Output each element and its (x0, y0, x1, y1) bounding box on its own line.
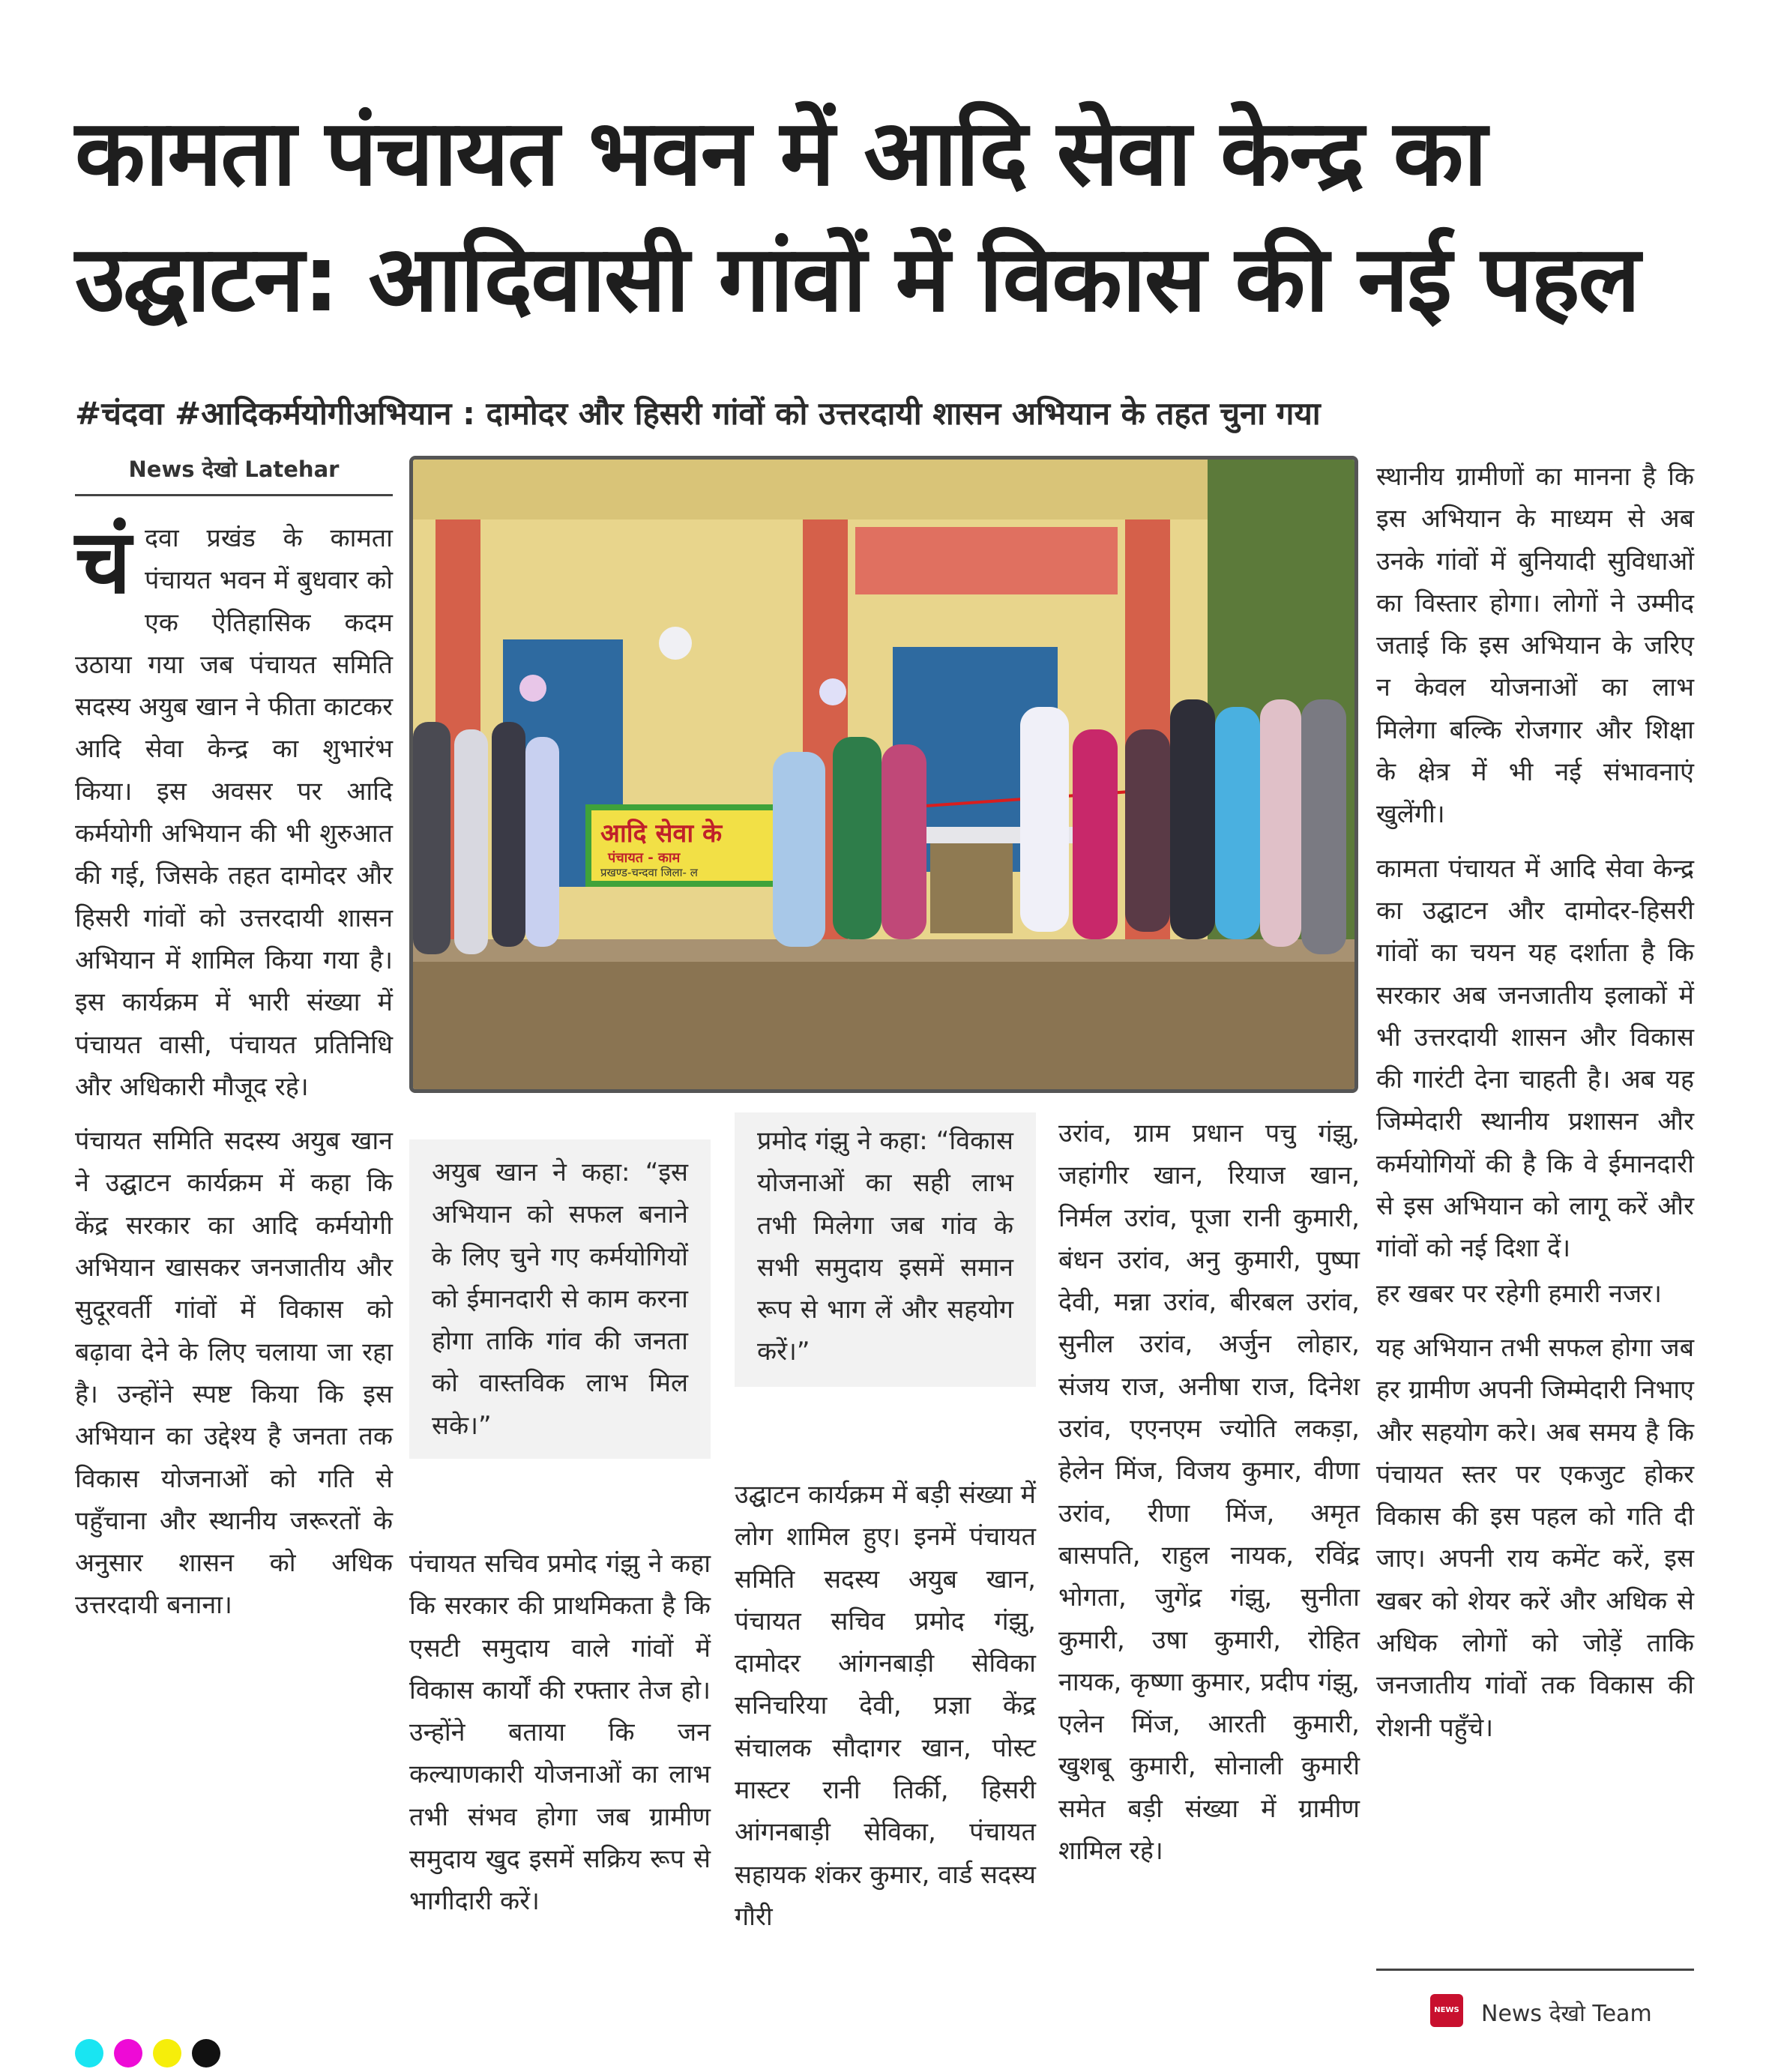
table-drawer (930, 843, 1013, 933)
paragraph: पंचायत समिति सदस्य अयुब खान ने उद्घाटन कार्यक्रम में कहा कि केंद्र सरकार का आदि कर्मयोगी अभियान खासकर जनजातीय और सुदूरवर्ती गांवों में विकास को बढ़ावा देने के लिए चलाया जा रहा है। उन्होंने स्पष्ट किया कि इस अभियान का उद्देश्य है जनता तक विकास योजनाओं को गति से पहुँचाना और स्थानीय जरूरतों के अनुसार शासन को अधिक उत्तरदायी बनाना। (75, 1126, 393, 1621)
person (1125, 729, 1170, 932)
person (882, 744, 926, 939)
paragraph: यह अभियान तभी सफल होगा जब हर ग्रामीण अपनी जिम्मेदारी निभाए और सहयोग करे। अब समय है कि पंचायत स्तर पर एकजुट होकर विकास की इस पहल को गति दी जाए। अपनी राय कमेंट करें, इस खबर को शेयर करें और अधिक से अधिक लोगों को जोड़ें ताकि जनजातीय गांवों तक विकास की रोशनी पहुँचे। (1376, 1332, 1694, 1743)
building-roof-band (413, 460, 1208, 519)
person (1020, 707, 1069, 932)
paragraph: कामता पंचायत में आदि सेवा केन्द्र का उद्घाटन और दामोदर-हिसरी गांवों का चयन यह दर्शाता है कि सरकार अब जनजातीय इलाकों में भी उत्तरदायी शासन और विकास की गारंटी देना चाहती है। अब यह जिम्मेदारी स्थानीय प्रशासन और कर्मयोगियों की है कि वे ईमानदारी से इस अभियान को लागू करें और गांवों को नई दिशा दें। (1376, 853, 1694, 1264)
quote-box-ayub (409, 1139, 711, 1459)
event-photo (409, 456, 1358, 1093)
footer-credit: News देखो Team (1481, 2001, 1652, 2027)
person (492, 722, 525, 947)
paragraph: स्थानीय ग्रामीणों का मानना है कि इस अभियान के माध्यम से अब उनके गांवों में बुनियादी सुविधाओं का विस्तार होगा। लोगों ने उम्मीद जताई कि इस अभियान के जरिए न केवल योजनाओं का लाभ मिलेगा बल्कि रोजगार और शिक्षा के क्षेत्र में भी नई संभावनाएं खुलेंगी। (1376, 462, 1694, 830)
balloon (659, 627, 692, 660)
person (833, 737, 882, 939)
quote-box-pramod (735, 1112, 1036, 1387)
paragraph: पंचायत सचिव प्रमोद गंझु ने कहा कि सरकार की प्राथमिकता है कि एसटी समुदाय वाले गांवों में विकास कार्यों की रफ्तार तेज हो। उन्होंने बताया कि जन कल्याणकारी योजनाओं का लाभ तभी संभव होगा जब ग्रामीण समुदाय खुद इसमें सक्रिय रूप से भागीदारी करें। (409, 1549, 711, 1917)
paragraph: उद्घाटन कार्यक्रम में बड़ी संख्या में लोग शामिल हुए। इनमें पंचायत समिति सदस्य अयुब खान, पंचायत सचिव प्रमोद गंझु, दामोदर आंगनबाड़ी सेविका सनिचरिया देवी, प्रज्ञा केंद्र संचालक सौदागर खान, पोस्ट मास्टर रानी तिर्की, हिसरी आंगनबाड़ी सेविका, पंचायत सहायक शंकर कुमार, वार्ड सदस्य गौरी (735, 1480, 1036, 1932)
person (1301, 699, 1346, 954)
article-column-3 (735, 1474, 1036, 1950)
headline-line-2: उद्घाटन: आदिवासी गांवों में विकास की नई पहल (75, 226, 1639, 332)
article-column-1 (75, 510, 393, 1639)
subheadline: #चंदवा #आदिकर्मयोगीअभियान : दामोदर और हिसरी गांवों को उत्तरदायी शासन अभियान के तहत चुना गया (75, 395, 1321, 432)
person (413, 722, 450, 954)
registration-dot-yellow (153, 2039, 181, 2068)
balloon (819, 678, 846, 705)
quote-text: अयुब खान ने कहा: “इस अभियान को सफल बनाने के लिए चुने गए कर्मयोगियों को ईमानदारी से काम करना होगा ताकि गांव की जनता को वास्तविक लाभ मिल सके।” (432, 1157, 688, 1441)
banner-title: आदि सेवा के (600, 819, 723, 849)
dropcap: चं (75, 510, 131, 613)
person (1170, 699, 1215, 939)
article-column-5 (1376, 456, 1694, 1761)
footer-divider (1376, 1969, 1694, 1971)
paragraph-intro-text: दवा प्रखंड के कामता पंचायत भवन में बुधवार को एक ऐतिहासिक कदम उठाया गया जब पंचायत समिति सदस्य अयुब खान ने फीता काटकर आदि सेवा केन्द्र का शुभारंभ किया। इस अवसर पर आदि कर्मयोगी अभियान की भी शुरुआत की गई, जिसके तहत दामोदर और हिसरी गांवों को उत्तरदायी शासन अभियान में शामिल किया गया है। इस कार्यक्रम में भारी संख्या में पंचायत वासी, पंचायत प्रतिनिधि और अधिकारी मौजूद रहे। (75, 523, 393, 1102)
headline (75, 90, 1724, 342)
quote-text: प्रमोद गंझु ने कहा: “विकास योजनाओं का सही लाभ तभी मिलेगा जब गांव के सभी समुदाय इसमें समान रूप से भाग लें और सहयोग करें।” (757, 1126, 1013, 1367)
headline-line-1: कामता पंचायत भवन में आदि सेवा केन्द्र का (75, 100, 1486, 206)
person (773, 752, 825, 947)
person (1260, 699, 1301, 947)
registration-dot-black (192, 2039, 220, 2068)
registration-dot-cyan (75, 2039, 103, 2068)
banner-line-3: प्रखण्ड-चन्दवा जिला- ल (600, 866, 698, 879)
photo-illustration (413, 460, 1354, 1089)
article-column-2 (409, 1543, 711, 1935)
paragraph: उरांव, ग्राम प्रधान पचु गंझु, जहांगीर खान, रियाज खान, निर्मल उरांव, पूजा रानी कुमारी, बंधन उरांव, अनु कुमारी, पुष्पा देवी, मन्ना उरांव, बीरबल उरांव, सुनील उरांव, अर्जुन लोहार, संजय राज, अनीषा राज, दिनेश उरांव, एएनएम ज्योति लकड़ा, हेलेन मिंज, विजय कुमार, वीणा उरांव, रीणा मिंज, अमृत बासपति, राहुल नायक, रविंद्र भोगता, जुगेंद्र गंझु, सुनीता कुमारी, उषा कुमारी, रोहित नायक, कृष्णा कुमार, प्रदीप गंझु, एलेन मिंज, आरती कुमारी, खुशबू कुमारी, सोनाली कुमारी समेत बड़ी संख्या में ग्रामीण शामिल रहे। (1058, 1118, 1360, 1867)
person (1215, 707, 1260, 939)
banner-line-2: पंचायत - काम (608, 850, 681, 866)
wall-panel (855, 527, 1118, 594)
paragraph: हर खबर पर रहेगी हमारी नजर। (1376, 1278, 1663, 1309)
person (454, 729, 488, 954)
person (525, 737, 559, 947)
byline: News देखो Latehar (75, 454, 393, 496)
balloon (519, 675, 546, 702)
person (1073, 729, 1118, 939)
paragraph-intro (75, 510, 393, 1108)
news-logo: NEWS (1430, 1994, 1463, 2027)
registration-dot-magenta (114, 2039, 142, 2068)
article-column-4 (1058, 1112, 1360, 1884)
